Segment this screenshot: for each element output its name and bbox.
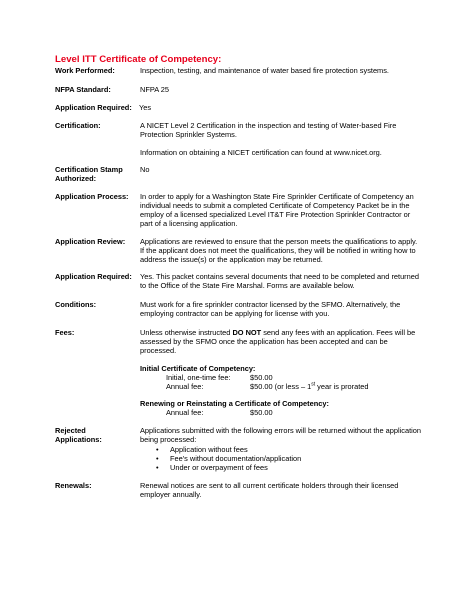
conditions-label: Conditions:: [55, 300, 97, 309]
bullet-icon: •: [156, 463, 159, 472]
renewing-annual-amount: $50.00: [250, 408, 273, 417]
application-required-value: Yes: [139, 103, 152, 112]
fees-label: Fees:: [55, 328, 75, 337]
fees-text-before: Unless otherwise instructed: [140, 328, 233, 337]
rejected-bullet: [156, 454, 301, 463]
rejected-value: Applications submitted with the following errors will be returned without the application being processed:: [140, 426, 421, 444]
renewals-label: Renewals:: [55, 481, 92, 490]
application-process-value: In order to apply for a Washington State Fire Sprinkler Certificate of Competency an individual needs to submit a completed Certificate of Competency Packet be in the employ of a licensed specialized Level IT&T Fire Protection Sprinkler Contractor or part of a licensing application.: [140, 192, 414, 228]
rejected-bullet-text: Under or overpayment of fees: [170, 463, 268, 472]
application-required-label: Application Required:: [55, 103, 132, 112]
stamp-label-line2: Authorized:: [55, 174, 97, 183]
rejected-bullet: [156, 463, 268, 472]
initial-onetime-amount: $50.00: [250, 373, 273, 382]
initial-heading: Initial Certificate of Competency:: [140, 364, 256, 373]
initial-annual-amount-sup: st: [311, 381, 316, 388]
rejected-label-line1: Rejected: [55, 426, 86, 435]
renewing-annual-label: Annual fee:: [166, 408, 204, 417]
application-required-2-label: Application Required:: [55, 272, 132, 281]
certification-text: A NICET Level 2 Certification in the inspection and testing of Water-based Fire Protection Sprinkler Systems.: [140, 121, 397, 139]
certification-value: [140, 121, 422, 157]
rejected-bullet: [156, 445, 248, 454]
application-review-value: Applications are reviewed to ensure that the person meets the qualifications to apply. If the applicant does not meet the qualifications, they will be notified in writing how to address the issue(s) or the application may be returned.: [140, 237, 418, 264]
renewals-value: Renewal notices are sent to all current certificate holders through their licensed employer annually.: [140, 481, 399, 499]
rejected-bullet-text: Application without fees: [170, 445, 248, 454]
stamp-value: No: [140, 165, 150, 174]
bullet-icon: •: [156, 454, 159, 463]
fees-text-after: send any fees with an application. Fees will be assessed by the SFMO once the application has been accepted and can be processed.: [140, 328, 416, 355]
certification-label: Certification:: [55, 121, 101, 130]
bullet-icon: •: [156, 445, 159, 454]
rejected-bullet-text: Fee's without documentation/application: [170, 454, 302, 463]
renewing-heading: Renewing or Reinstating a Certificate of Competency:: [140, 399, 329, 408]
initial-annual-amount: [250, 382, 369, 391]
nfpa-standard-label: NFPA Standard:: [55, 85, 111, 94]
rejected-label: [55, 426, 102, 444]
application-review-label: Application Review:: [55, 237, 126, 246]
nfpa-standard-value: NFPA 25: [140, 85, 170, 94]
certification-info: Information on obtaining a NICET certification can found at www.nicet.org.: [140, 148, 382, 157]
application-process-label: Application Process:: [55, 192, 129, 201]
work-performed-label: Work Performed:: [55, 66, 115, 75]
stamp-label-line1: Certification Stamp: [55, 165, 123, 174]
page-title: Level ITT Certificate of Competency:: [55, 54, 222, 65]
fees-value: [140, 328, 422, 355]
initial-annual-amount-suffix: year is prorated: [315, 382, 369, 391]
stamp-label: [55, 165, 123, 183]
rejected-label-line2: Applications:: [55, 435, 102, 444]
initial-onetime-label: Initial, one-time fee:: [166, 373, 231, 382]
application-required-2-value: Yes. This packet contains several documents that need to be completed and returned to the Office of the State Fire Marshal. Forms are available below.: [140, 272, 419, 290]
initial-annual-amount-prefix: $50.00 (or less – 1: [250, 382, 312, 391]
work-performed-value: Inspection, testing, and maintenance of water based fire protection systems.: [140, 66, 389, 75]
initial-annual-label: Annual fee:: [166, 382, 204, 391]
conditions-value: Must work for a fire sprinkler contractor licensed by the SFMO. Alternatively, the employing contractor can be applying for license with you.: [140, 300, 401, 318]
fees-text-bold: DO NOT: [232, 328, 262, 337]
